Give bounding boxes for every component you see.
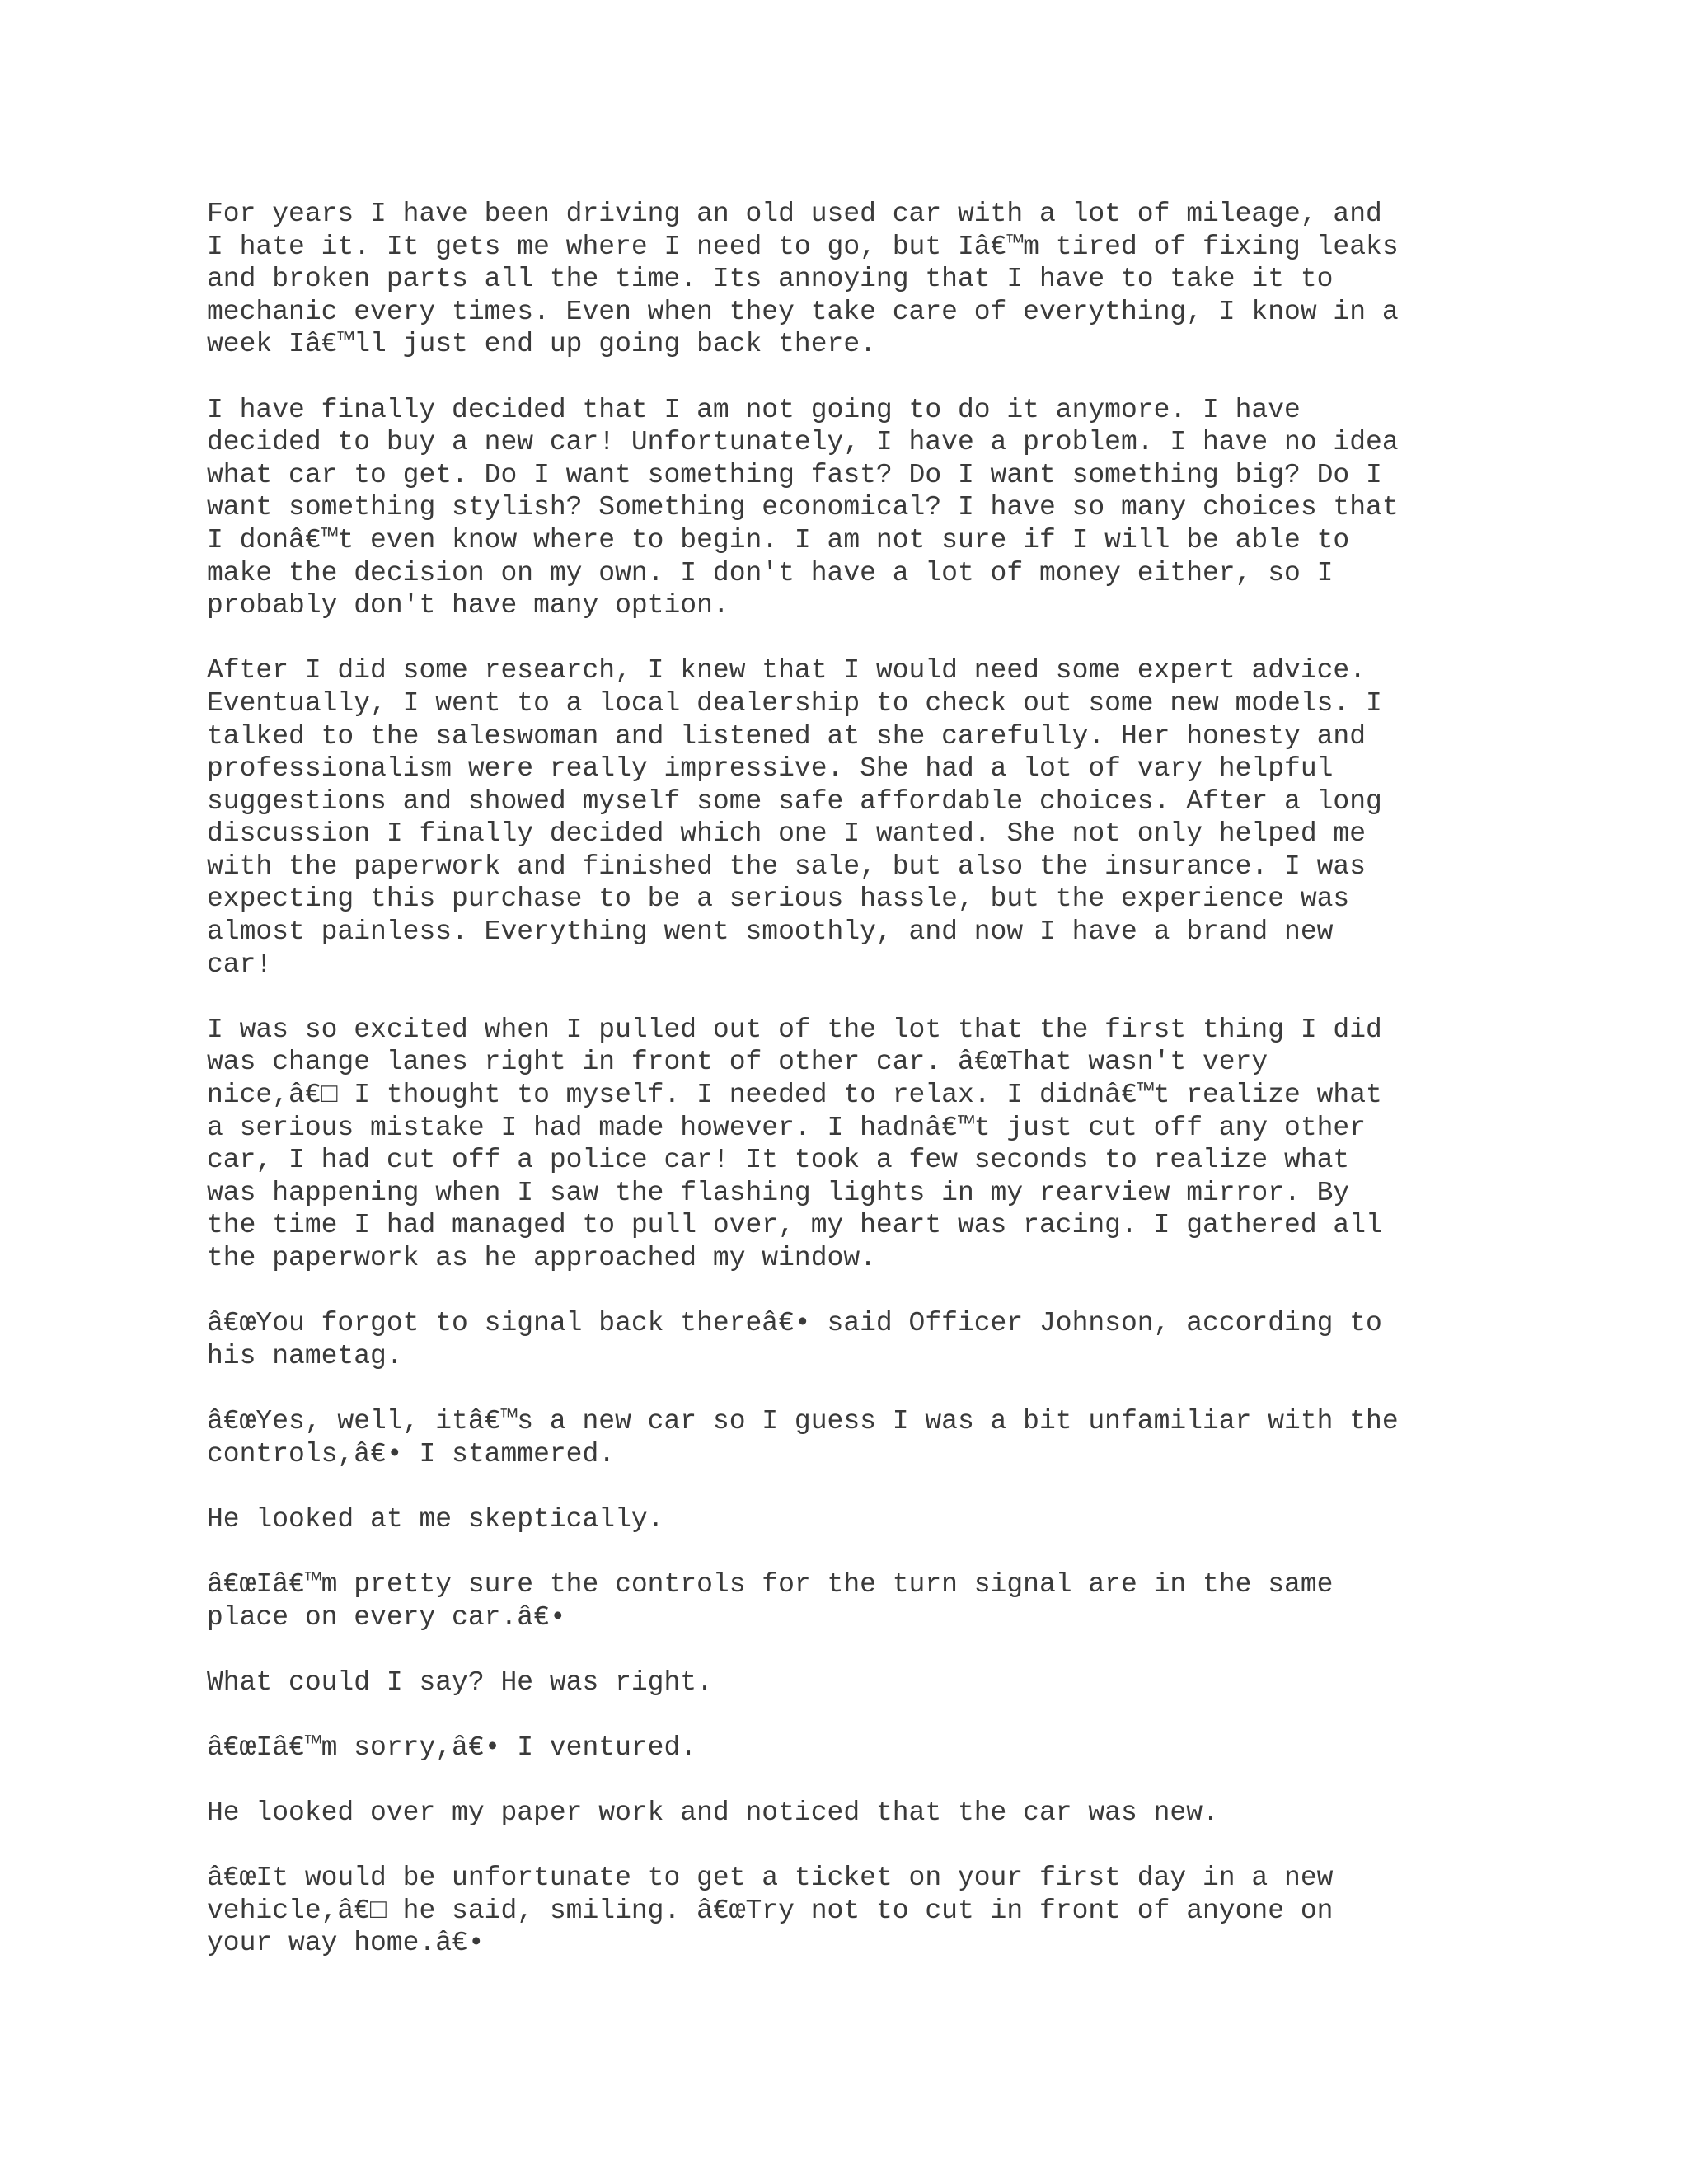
paragraph-5: â€œYou forgot to signal back thereâ€• said Officer Johnson, according to his nametag. (207, 1308, 1382, 1371)
paragraph-7: He looked at me skeptically. (207, 1503, 664, 1535)
paragraph-9: What could I say? He was right. (207, 1666, 713, 1698)
paragraph-8: â€œIâ€™m pretty sure the controls for the turn signal are in the same place on every car.â€• (207, 1568, 1334, 1633)
paragraph-12: â€œIt would be unfortunate to get a ticket on your first day in a new vehicle,â€□ he said, smiling. â€œTry not to cut in front of anyone on your way home.â€• (207, 1863, 1334, 1959)
paragraph-1: For years I have been driving an old used car with a lot of mileage, and I hate it. It gets me where I need to go, but Iâ€™m tired of fixing leaks and broken parts all the time. Its annoying that I have to take it to mechanic every times. Even when they take care of everything, I know in a week Iâ€™ll just end up going back there. (207, 199, 1399, 360)
paragraph-2: I have finally decided that I am not going to do it anymore. I have decided to buy a new car! Unfortunately, I have a problem. I have no idea what car to get. Do I want something fast? Do I want something big? Do I want something stylish? Something economical? I have so many choices that I donâ€™t even know where to begin. I am not sure if I will be able to make the decision on my own. I don't have a lot of money either, so I probably don't have many option. (207, 394, 1399, 621)
paragraph-10: â€œIâ€™m sorry,â€• I ventured. (207, 1732, 697, 1763)
document-page (207, 198, 1493, 1993)
paragraph-6: â€œYes, well, itâ€™s a new car so I guess I was a bit unfamiliar with the controls,â€• I stammered. (207, 1405, 1399, 1469)
paragraph-11: He looked over my paper work and noticed that the car was new. (207, 1797, 1219, 1829)
paragraph-3: After I did some research, I knew that I would need some expert advice. Eventually, I went to a local dealership to check out some new models. I talked to the saleswoman and listened at she carefully. Her honesty and professionalism were really impressive. She had a lot of vary helpful suggestions and showed myself some safe affordable choices. After a long discussion I finally decided which one I wanted. She not only helped me with the paperwork and finished the sale, but also the insurance. I was expecting this purchase to be a serious hassle, but the experience was almost painless. Everything went smoothly, and now I have a brand new car! (207, 655, 1382, 980)
paragraph-4: I was so excited when I pulled out of the lot that the first thing I did was change lanes right in front of other car. â€œThat wasn't very nice,â€□ I thought to myself. I needed to relax. I didnâ€™t realize what a serious mistake I had made however. I hadnâ€™t just cut off any other car, I had cut off a police car! It took a few seconds to realize what was happening when I saw the flashing lights in my rearview mirror. By the time I had managed to pull over, my heart was racing. I gathered all the paperwork as he approached my window. (207, 1014, 1382, 1273)
